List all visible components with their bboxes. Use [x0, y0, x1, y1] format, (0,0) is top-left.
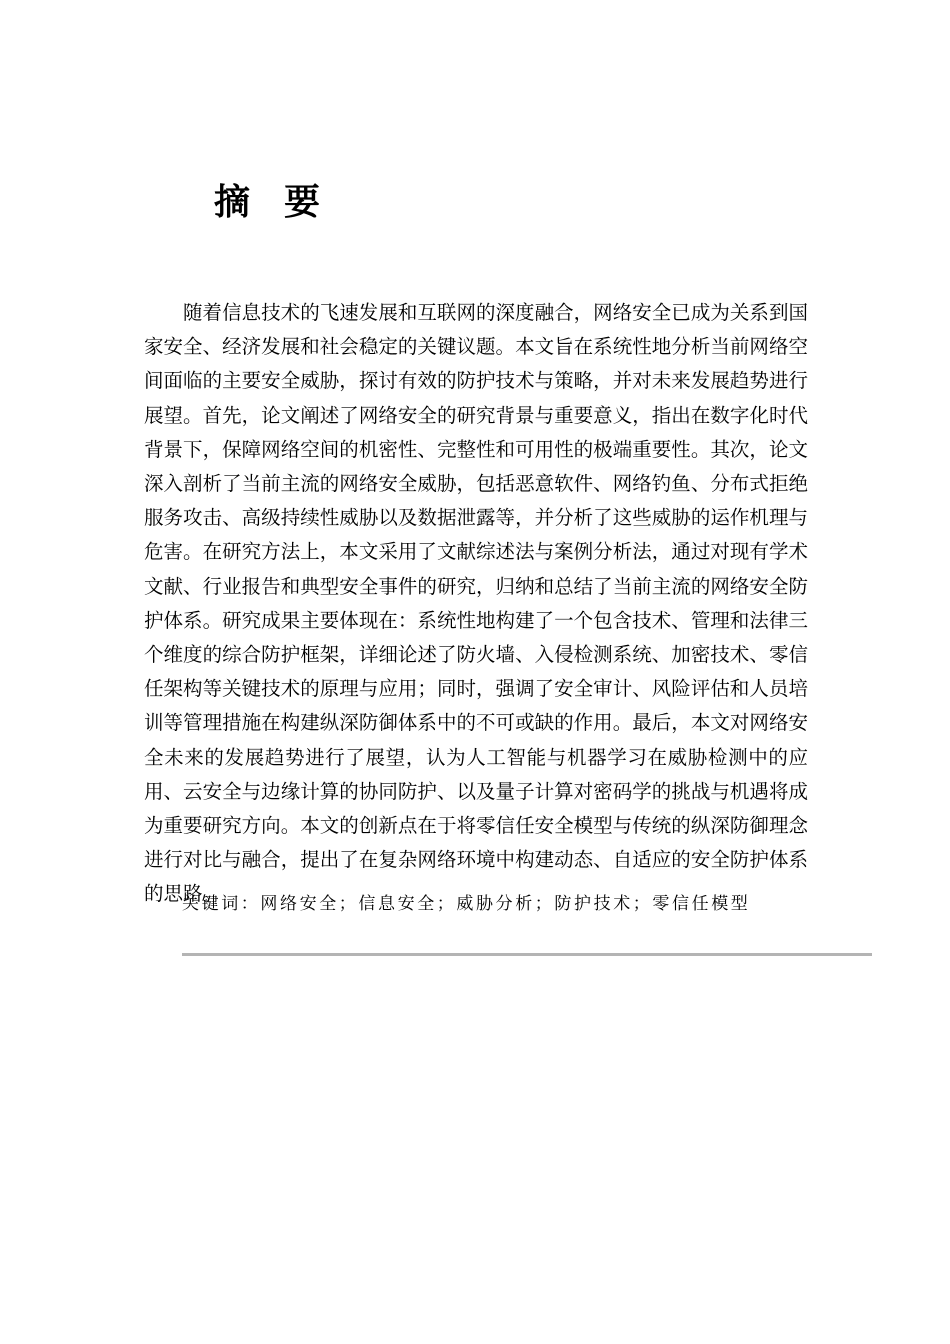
- abstract-body: 随着信息技术的飞速发展和互联网的深度融合，网络安全已成为关系到国家安全、经济发展和社会稳定的关键议题。本文旨在系统性地分析当前网络空间面临的主要安全威胁，探讨有效的防护技术与策略，并对未来发展趋势进行展望。首先，论文阐述了网络安全的研究背景与重要意义，指出在数字化时代背景下，保障网络空间的机密性、完整性和可用性的极端重要性。其次，论文深入剖析了当前主流的网络安全威胁，包括恶意软件、网络钓鱼、分布式拒绝服务攻击、高级持续性威胁以及数据泄露等，并分析了这些威胁的运作机理与危害。在研究方法上，本文采用了文献综述法与案例分析法，通过对现有学术文献、行业报告和典型安全事件的研究，归纳和总结了当前主流的网络安全防护体系。研究成果主要体现在：系统性地构建了一个包含技术、管理和法律三个维度的综合防护框架，详细论述了防火墙、入侵检测系统、加密技术、零信任架构等关键技术的原理与应用；同时，强调了安全审计、风险评估和人员培训等管理措施在构建纵深防御体系中的不可或缺的作用。最后，本文对网络安全未来的发展趋势进行了展望，认为人工智能与机器学习在威胁检测中的应用、云安全与边缘计算的协同防护、以及量子计算对密码学的挑战与机遇将成为重要研究方向。本文的创新点在于将零信任安全模型与传统的纵深防御理念进行对比与融合，提出了在复杂网络环境中构建动态、自适应的安全防护体系的思路。: [144, 301, 808, 906]
- horizontal-divider: [182, 953, 872, 956]
- keywords-line: 关键词：网络安全；信息安全；威胁分析；防护技术；零信任模型: [182, 894, 751, 914]
- abstract-title: 摘要: [214, 181, 355, 223]
